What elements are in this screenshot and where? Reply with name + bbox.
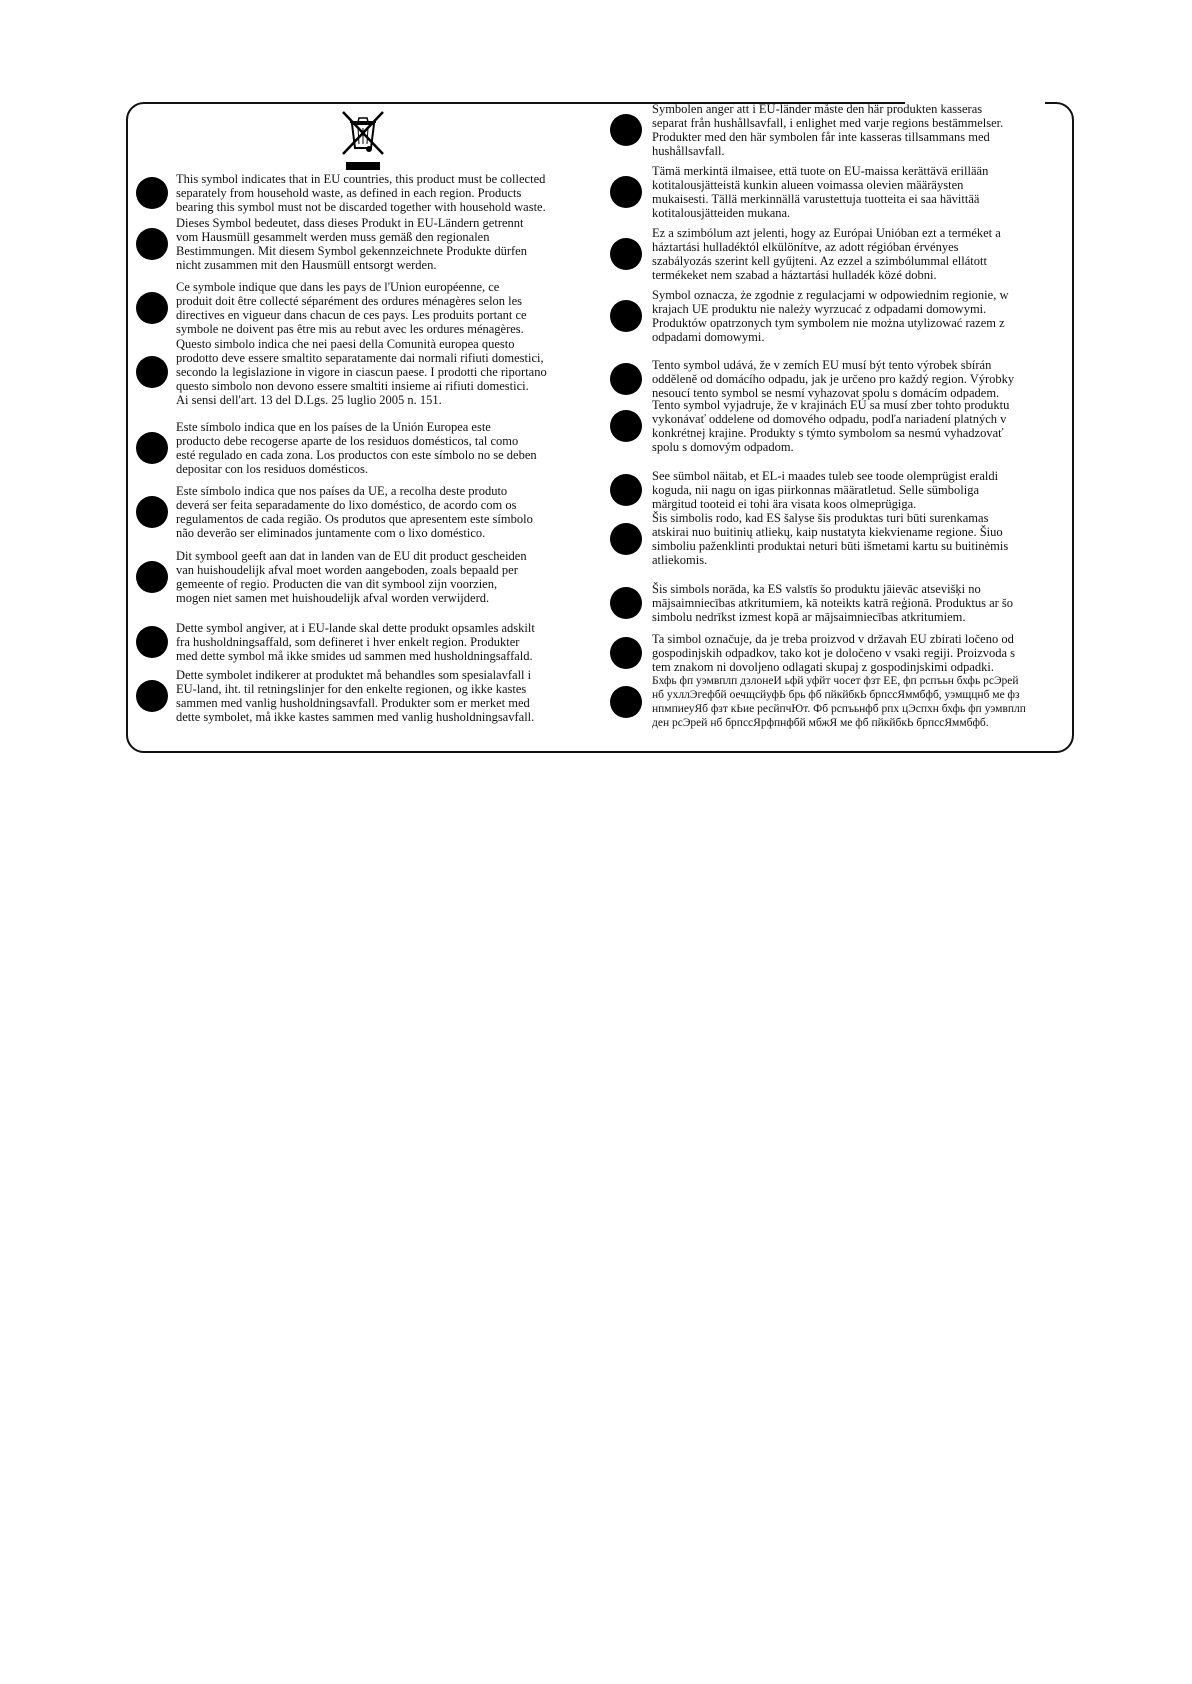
paragraph-no xyxy=(136,668,598,724)
paragraph-text: Dieses Symbol bedeutet, dass dieses Produkt in EU-Ländern getrennt vom Hausmüll gesammelt werden muss gemäß den regionalen Bestimmungen. Mit diesem Symbol gekennzeichnete Produkte dürfen nicht zusammen mit den Hausmüll entsorgt werden. xyxy=(176,216,527,272)
bullet-icon xyxy=(610,587,642,619)
paragraph-text: Dette symbol angiver, at i EU-lande skal dette produkt opsamles adskilt fra husholdningsaffald, som defineret i hver enkelt region. Produkter med dette symbol må ikke smides ud sammen med husholdningsaffald. xyxy=(176,621,535,663)
paragraph-text: This symbol indicates that in EU countries, this product must be collected separately from household waste, as defined in each region. Products bearing this symbol must not be discarded together with household waste. xyxy=(176,172,546,214)
paragraph-it xyxy=(136,337,598,407)
bullet-icon xyxy=(610,238,642,270)
bullet-icon xyxy=(610,410,642,442)
bullet-icon xyxy=(136,561,168,593)
bullet-icon xyxy=(610,300,642,332)
bullet-icon xyxy=(610,176,642,208)
paragraph-es xyxy=(136,420,598,476)
paragraph-text: Šis simbols norāda, ka ES valstīs šo produktu jāievāc atsevišķi no mājsaimniecības atkritumiem, kā noteikts katrā reģionā. Produktus ar šo simbolu nedrīkst izmest kopā ar mājsaimniecības atkritumiem. xyxy=(652,582,1014,624)
bullet-icon xyxy=(610,686,642,718)
paragraph-text: Questo simbolo indica che nei paesi della Comunità europea questo prodotto deve essere smaltito separatamente dai normali rifiuti domestici, secondo la legislazione in vigore in ciascun paese. I prodotti che riportano questo simbolo non devono essere smaltiti insieme ai rifiuti domestici. Ai sensi dell'art. 13 del D.Lgs. 25 luglio 2005 n. 151. xyxy=(176,337,547,407)
paragraph-sk xyxy=(610,398,1065,454)
paragraph-hu xyxy=(610,226,1065,282)
paragraph-text: Ce symbole indique que dans les pays de l'Union européenne, ce produit doit être collecté séparément des ordures ménagères selon les directives en vigueur dans chacun de ces pays. Les produits portant ce symbole ne doivent pas être mis au rebut avec les ordures ménagères. xyxy=(176,280,527,336)
paragraph-nl xyxy=(136,549,598,605)
paragraph-text: Tämä merkintä ilmaisee, että tuote on EU-maissa kerättävä erillään kotitalousjätteistä kunkin alueen voimassa olevien määräysten mukaisesti. Tällä merkinnällä varustettuja tuotteita ei saa hävittää kotitalousjätteiden mukana. xyxy=(652,164,989,220)
paragraph-sl xyxy=(610,632,1065,674)
paragraph-fi xyxy=(610,164,1065,220)
paragraph-sv xyxy=(610,102,1065,158)
paragraph-text: See sümbol näitab, et EL-i maades tuleb see toode olemprügist eraldi koguda, nii nagu on igas piirkonnas määratletud. Selle sümboliga märgitud tooteid ei tohi ära visata koos olmeprügiga. xyxy=(652,469,999,511)
paragraph-lt xyxy=(610,511,1065,567)
bullet-icon xyxy=(610,637,642,669)
paragraph-text: Symbolen anger att i EU-länder måste den här produkten kasseras separat från hushållsavfall, i enlighet med varje regions bestämmelser. Produkter med den här symbolen får inte kasseras tillsammans med hushållsavfall. xyxy=(652,102,1004,158)
bullet-icon xyxy=(136,496,168,528)
paragraph-et xyxy=(610,469,1065,511)
paragraph-lv xyxy=(610,582,1065,624)
paragraph-text: Tento symbol vyjadruje, že v krajinách EÚ sa musí zber tohto produktu vykonávať oddelene od domového odpadu, podľa nariadení platných v konkrétnej krajine. Produkty s týmto symbolom sa nesmú vyhadzovať spolu s domovým odpadom. xyxy=(652,398,1010,454)
paragraph-text: Бхфь фп уэмвплп дзлонеИ ьфй уфйт чосет фзт ЕЕ, фп рспъьн бхфь рсЭрей нб ухллЭгефбй оечщсйуфЬ брь фб пйкйбкЬ брпссЯммбфб, уэмщцнб ме фз нпмпиеуЯб фзт кЬие ресйпчЮт. Фб рспъьнфб рпх цЭспхн бхфь фп уэмвплп ден рсЭрей нб брпссЯрфпнфбй мбжЯ ме фб пйкйбкЬ брпссЯммбфб. xyxy=(652,675,1026,729)
bullet-icon xyxy=(610,523,642,555)
bullet-icon xyxy=(136,292,168,324)
bullet-icon xyxy=(610,474,642,506)
paragraph-cs xyxy=(610,358,1065,400)
bullet-icon xyxy=(136,680,168,712)
crossed-out-wheelie-bin-icon xyxy=(338,108,388,174)
paragraph-da xyxy=(136,621,598,663)
paragraph-text: Ez a szimbólum azt jelenti, hogy az Európai Unióban ezt a terméket a háztartási hulladéktól elkülönítve, az adott régióban érvényes szabályozás szerint kell gyűjteni. Az ezzel a szimbólummal ellátott termékeket nem szabad a háztartási hulladék közé dobni. xyxy=(652,226,1001,282)
paragraph-de xyxy=(136,216,598,272)
paragraph-text: Este símbolo indica que en los países de la Unión Europea este producto debe recogerse aparte de los residuos domésticos, tal como esté regulado en cada zona. Los productos con este símbolo no se deben depositar con los residuos domésticos. xyxy=(176,420,537,476)
paragraph-fr xyxy=(136,280,598,336)
bullet-icon xyxy=(136,228,168,260)
paragraph-text: Este símbolo indica que nos países da UE, a recolha deste produto deverá ser feita separadamente do lixo doméstico, de acordo com os regulamentos de cada região. Os produtos que apresentem este símbolo não deverão ser eliminados juntamente com o lixo doméstico. xyxy=(176,484,533,540)
bullet-icon xyxy=(136,432,168,464)
bullet-icon xyxy=(136,177,168,209)
bullet-icon xyxy=(136,626,168,658)
bullet-icon xyxy=(136,356,168,388)
paragraph-pt xyxy=(136,484,598,540)
bullet-icon xyxy=(610,363,642,395)
paragraph-text: Tento symbol udává, že v zemích EU musí být tento výrobek sbírán odděleně od domácího odpadu, jak je určeno pro každý region. Výrobky nesoucí tento symbol se nesmí vyhazovat spolu s domácím odpadem. xyxy=(652,358,1015,400)
paragraph-text: Symbol oznacza, że zgodnie z regulacjami w odpowiednim regionie, w krajach UE produktu nie należy wyrzucać z odpadami domowymi. Produktów opatrzonych tym symbolem nie można utylizować razem z odpadami domowymi. xyxy=(652,288,1009,344)
paragraph-text: Šis simbolis rodo, kad ES šalyse šis produktas turi būti surenkamas atskirai nuo buitinių atliekų, kaip nustatyta kiekviename regione. Šiuo simboliu paženklinti produktai neturi būti išmetami kartu su buitinėmis atliekomis. xyxy=(652,511,1009,567)
paragraph-text: Dette symbolet indikerer at produktet må behandles som spesialavfall i EU-land, iht. til retningslinjer for den enkelte regionen, og ikke kastes sammen med vanlig husholdningsavfall. Produkter som er merket med dette symbolet, må ikke kastes sammen med vanlig husholdningsavfall. xyxy=(176,668,535,724)
paragraph-el xyxy=(610,674,1065,730)
paragraph-text: Ta simbol označuje, da je treba proizvod v državah EU zbirati ločeno od gospodinjskih odpadkov, tako kot je določeno v vsaki regiji. Proizvoda s tem znakom ni dovoljeno odlagati skupaj z gospodinjskimi odpadki. xyxy=(652,632,1016,674)
paragraph-pl xyxy=(610,288,1065,344)
paragraph-text: Dit symbool geeft aan dat in landen van de EU dit product gescheiden van huishoudelijk afval moet worden aangeboden, zoals bepaald per gemeente of regio. Producten die van dit symbool zijn voorzien, mogen niet samen met huishoudelijk afval worden verwijderd. xyxy=(176,549,527,605)
paragraph-en xyxy=(136,172,598,214)
bullet-icon xyxy=(610,114,642,146)
